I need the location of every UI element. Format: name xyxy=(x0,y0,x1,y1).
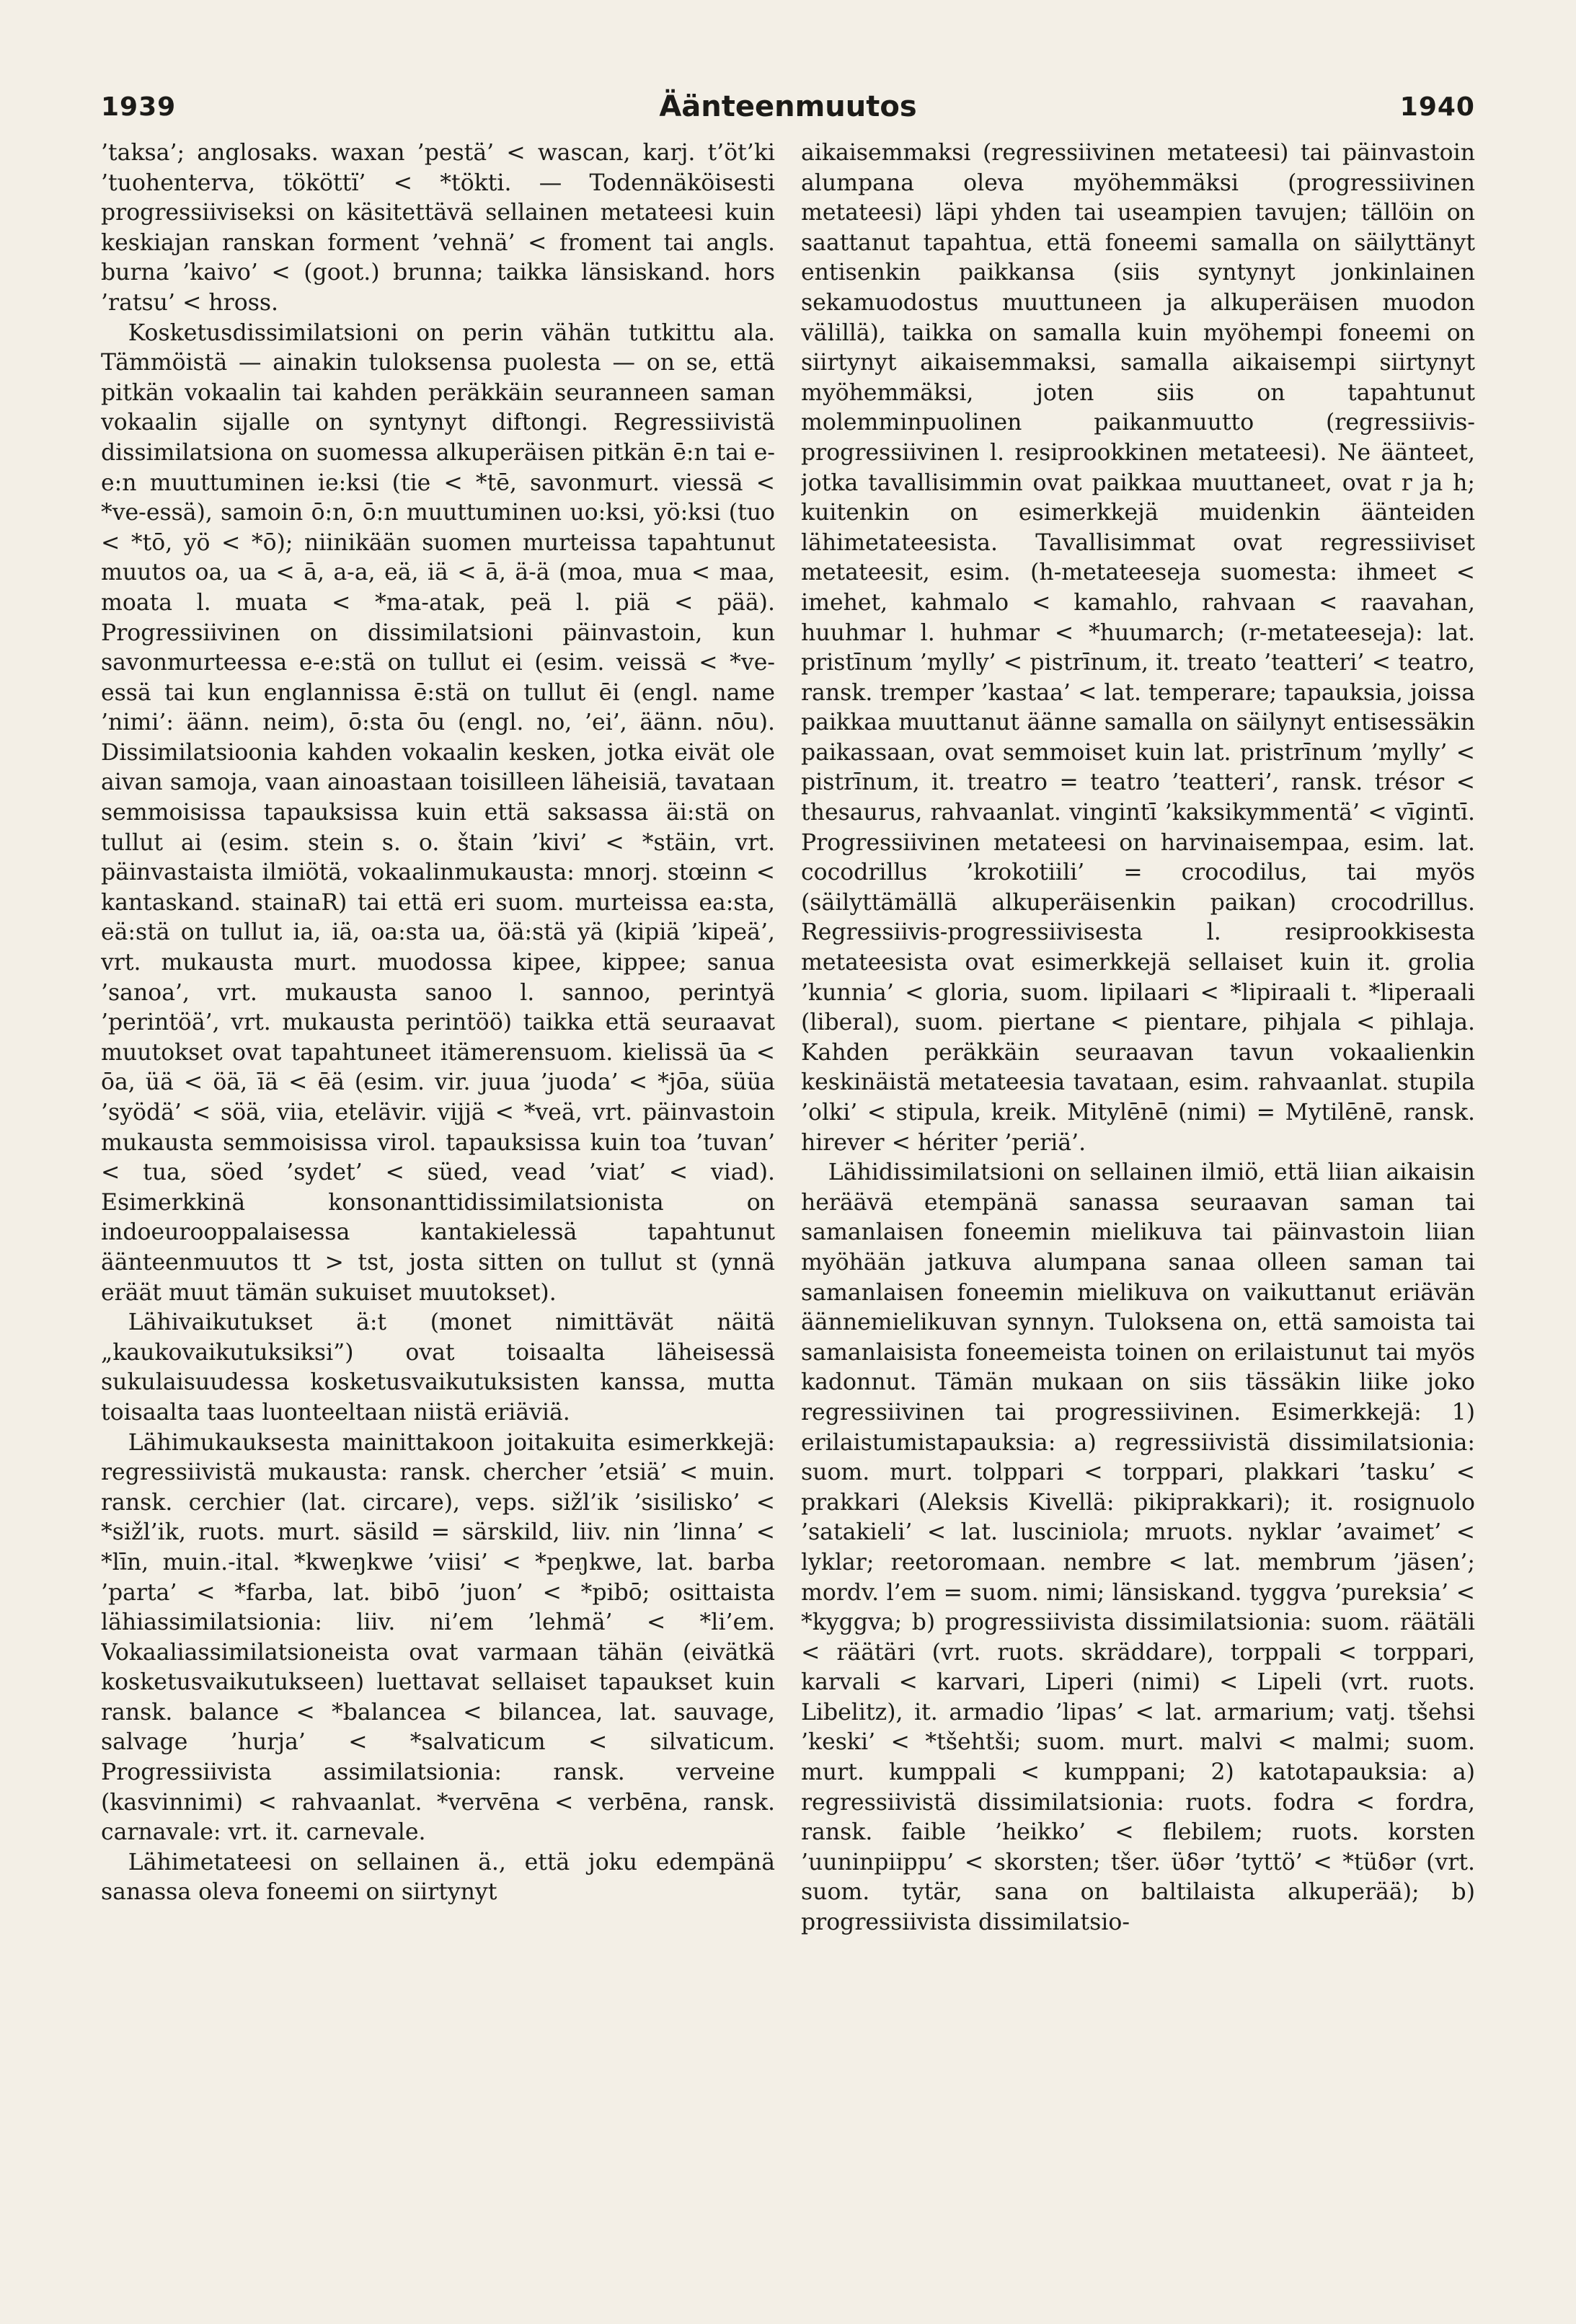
page-header xyxy=(101,85,1475,128)
paragraph: Lähimukauksesta mainittakoon joitakuita esimerkkejä: regressiivistä mukausta: ransk. chercher ’etsiä’ < muin. ransk. cerchier (lat. circare), veps. sižl’ik ’sisilisko’ < *sižl’ik, ruots. murt. säsild = särskild, liiv. nin ’linna’ < *līn, muin.-ital. *kweŋkwe ’viisi’ < *peŋkwe, lat. barba ’parta’ < *farba, lat. bibō ’juon’ < *pibō; osittaista lähiassimilatsionia: liiv. ni’em ’lehmä’ < *li’em. Vokaaliassimilatsioneista ovat varmaan tähän (eivätkä kosketusvaikutukseen) luettavat sellaiset tapaukset kuin ransk. balance < *balancea < bilancea, lat. sauvage, salvage ’hurja’ < *salvaticum < silvaticum. Progressiivista assimilatsionia: ransk. verveine (kasvinnimi) < rahvaanlat. *vervēna < verbēna, ransk. carnavale: vrt. it. carnevale. xyxy=(101,1429,775,1846)
paragraph: Lähimetateesi on sellainen ä., että joku edempänä sanassa oleva foneemi on siirtynyt xyxy=(101,1849,775,1906)
right-page-number: 1940 xyxy=(1399,92,1475,122)
left-column xyxy=(101,138,775,2279)
running-title: Äänteenmuutos xyxy=(659,90,917,123)
paragraph: Lähidissimilatsioni on sellainen ilmiö, että liian aikaisin heräävä etempänä sanassa seuraavan saman tai samanlaisen foneemin mielikuva tai päinvastoin liian myöhään jatkuva alumpana sanaa olleen saman tai samanlaisen foneemin mielikuva on vaikuttanut eriävän äännemielikuvan synnyn. Tuloksena on, että samoista tai samanlaisista foneemeista toinen on erilaistunut tai myös kadonnut. Tämän mukaan on siis tässäkin liike joko regressiivinen tai progressiivinen. Esimerkkejä: 1) erilaistumistapauksia: a) regressiivistä dissimilatsionia: suom. murt. tolppari < torppari, plakkari ’tasku’ < prakkari (Aleksis Kivellä: pikiprakkari); it. rosignuolo ’satakieli’ < lat. lusciniola; mruots. nyklar ’avaimet’ < lyklar; reetoromaan. nembre < lat. membrum ’jäsen’; mordv. l’em = suom. nimi; länsiskand. tyggva ’pureksia’ < *kyggva; b) progressiivista dissimilatsionia: suom. räätäli < räätäri (vrt. ruots. skräddare), torppali < torppari, karvali < karvari, Liperi (nimi) < Lipeli (vrt. ruots. Libelitz), it. armadio ’lipas’ < lat. armarium; vatj. tšehsi ’keski’ < *tšehtši; suom. murt. malvi < malmi; suom. murt. kumppali < kumppani; 2) katotapauksia: a) regressiivistä dissimilatsionia: ruots. fodra < fordra, ransk. faible ’heikko’ < flebilem; ruots. korsten ’uuninpiippu’ < skorsten; tšer. üδər ’tyttö’ < *tüδər (vrt. suom. tytär, sana on baltilaista alkuperää); b) progressiivista dissimilatsio- xyxy=(801,1159,1475,1936)
right-column xyxy=(801,138,1475,2279)
paragraph: ’taksa’; anglosaks. waxan ’pestä’ < wascan, karj. t’öt’ki ’tuohenterva, tököttï’ < *tökti. — Todennäköisesti progressiiviseksi on käsitettävä sellainen metateesi kuin keskiajan ranskan forment ’vehnä’ < froment tai angls. burna ’kaivo’ < (goot.) brunna; taikka länsiskand. hors ’ratsu’ < hross. xyxy=(101,140,775,316)
left-page-number: 1939 xyxy=(101,92,177,122)
text-columns xyxy=(101,138,1475,2279)
paragraph: aikaisemmaksi (regressiivinen metateesi) tai päinvastoin alumpana oleva myöhemmäksi (progressiivinen metateesi) läpi yhden tai useampien tavujen; tällöin on saattanut tapahtua, että foneemi samalla on säilyttänyt entisenkin paikkansa (siis syntynyt jonkinlainen sekamuodostus muuttuneen ja alkuperäisen muodon välillä), taikka on samalla kuin myöhempi foneemi on siirtynyt aikaisemmaksi, samalla aikaisempi siirtynyt myöhemmäksi, joten siis on tapahtunut molemminpuolinen paikanmuutto (regressiivis-progressiivinen l. resiprookkinen metateesi). Ne äänteet, jotka tavallisimmin ovat paikkaa muuttaneet, ovat r ja h; kuitenkin on esimerkkejä muidenkin äänteiden lähimetateesista. Tavallisimmat ovat regressiiviset metateesit, esim. (h-metateeseja suomesta: ihmeet < imehet, kahmalo < kamahlo, rahvaan < raavahan, huuhmar l. huhmar < *huumarch; (r-metateeseja): lat. pristīnum ’mylly’ < pistrīnum, it. treato ’teatteri’ < teatro, ransk. tremper ’kastaa’ < lat. temperare; tapauksia, joissa paikkaa muuttanut äänne samalla on säilynyt entisessäkin paikassaan, ovat semmoiset kuin lat. pristrīnum ’mylly’ < pistrīnum, it. treatro = teatro ’teatteri’, ransk. trésor < thesaurus, rahvaanlat. vingintī ’kaksikymmentä’ < vīgintī. Progressiivinen metateesi on harvinaisempaa, esim. lat. cocodrillus ’krokotiili’ = crocodilus, tai myös (säilyttämällä alkuperäisenkin paikan) crocodrillus. Regressiivis-progressiivisesta l. resiprookkisesta metateesista ovat esimerkkejä sellaiset kuin it. grolia ’kunnia’ < gloria, suom. lipilaari < *lipiraali t. *liperaali (liberal), suom. piertane < pientare, pihjala < pihlaja. Kahden peräkkäin seuraavan tavun vokaalienkin keskinäistä metateesia tavataan, esim. rahvaanlat. stupila ’olki’ < stipula, kreik. Mitylēnē (nimi) = Mytilēnē, ransk. hirever < hériter ’periä’. xyxy=(801,140,1475,1156)
paragraph: Lähivaikutukset ä:t (monet nimittävät näitä „kaukovaikutuksiksi”) ovat toisaalta läheisessä sukulaisuudessa kosketusvaikutuksisten kanssa, mutta toisaalta taas luonteeltaan niistä eriäviä. xyxy=(101,1309,775,1426)
paragraph: Kosketusdissimilatsioni on perin vähän tutkittu ala. Tämmöistä — ainakin tuloksensa puolesta — on se, että pitkän vokaalin tai kahden peräkkäin seuranneen saman vokaalin sijalle on syntynyt diftongi. Regressiivistä dissimilatsiona on suomessa alkuperäisen pitkän ē:n tai e-e:n muuttuminen ie:ksi (tie < *tē, savonmurt. viessä < *ve-essä), samoin ō:n, ō:n muuttuminen uo:ksi, yö:ksi (tuo < *tō, yö < *ō); niinikään suomen murteissa tapahtunut muutos oa, ua < ā, a-a, eä, iä < ā, ä-ä (moa, mua < maa, moata l. muata < *ma-atak, peä l. piä < pää). Progressiivinen on dissimilatsioni päinvastoin, kun savonmurteessa e-e:stä on tullut ei (esim. veissä < *ve-essä tai kun englannissa ē:stä on tullut ēi (engl. name ’nimi’: äänn. neim), ō:sta ōu (engl. no, ’ei’, äänn. nōu). Dissimilatsioonia kahden vokaalin kesken, jotka eivät ole aivan samoja, vaan ainoastaan toisilleen läheisiä, tavataan semmoisissa tapauksissa kuin että saksassa äi:stä on tullut ai (esim. stein s. o. štain ’kivi’ < *stäin, vrt. päinvastaista ilmiötä, vokaalinmukausta: mnorj. stœinn < kantaskand. stainaR) tai että eri suom. murteissa ea:sta, eä:stä on tullut ia, iä, oa:sta ua, öä:stä yä (kipiä ’kipeä’, vrt. mukausta murt. muodossa kipee, kippee; sanua ’sanoa’, vrt. mukausta sanoo l. sannoo, perintyä ’perintöä’, vrt. mukausta perintöö) taikka että seuraavat muutokset ovat tapahtuneet itämerensuom. kielissä ūa < ōa, üä < öä, īä < ēä (esim. vir. juua ’juoda’ < *jōa, süüa ’syödä’ < söä, viia, etelävir. vijjä < *veä, vrt. päinvastoin mukausta semmoisissa virol. tapauksissa kuin toa ’tuvan’ < tua, söed ’sydet’ < süed, vead ’viat’ < viad). Esimerkkinä konsonanttidissimilatsionista on indoeurooppalaisessa kantakielessä tapahtunut äänteenmuutos tt > tst, josta sitten on tullut st (ynnä eräät muut tämän sukuiset muutokset). xyxy=(101,319,775,1306)
